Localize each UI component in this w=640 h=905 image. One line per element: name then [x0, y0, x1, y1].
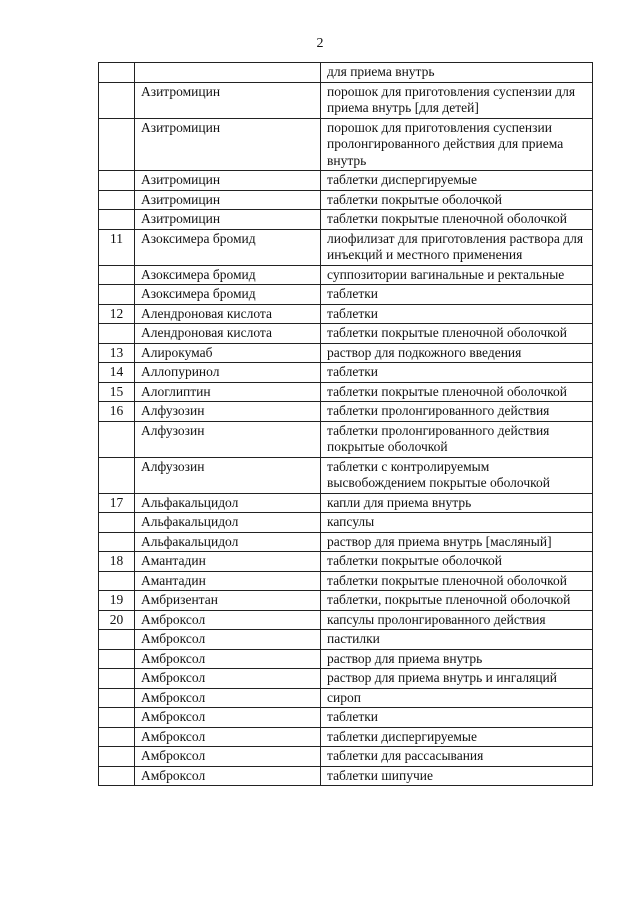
row-number	[99, 649, 135, 669]
row-number	[99, 669, 135, 689]
table-row	[99, 63, 593, 83]
row-number	[99, 766, 135, 786]
dosage-form: таблетки	[321, 285, 593, 305]
dosage-form: таблетки, покрытые пленочной оболочкой	[321, 591, 593, 611]
row-number	[99, 171, 135, 191]
drug-name: Амброксол	[135, 766, 321, 786]
dosage-form: таблетки пролонгированного действия покрытые оболочкой	[321, 421, 593, 457]
row-number	[99, 285, 135, 305]
dosage-form: пастилки	[321, 630, 593, 650]
drug-name: Амброксол	[135, 649, 321, 669]
table-row	[99, 229, 593, 265]
dosage-form: таблетки покрытые пленочной оболочкой	[321, 210, 593, 230]
dosage-form: таблетки	[321, 708, 593, 728]
row-number	[99, 688, 135, 708]
row-number: 19	[99, 591, 135, 611]
drug-name: Амброксол	[135, 669, 321, 689]
dosage-form: таблетки покрытые пленочной оболочкой	[321, 324, 593, 344]
dosage-form: для приема внутрь	[321, 63, 593, 83]
table-row	[99, 210, 593, 230]
drug-table	[98, 62, 593, 786]
drug-name: Азоксимера бромид	[135, 265, 321, 285]
row-number	[99, 421, 135, 457]
table-row	[99, 513, 593, 533]
table-row	[99, 571, 593, 591]
drug-name: Азитромицин	[135, 210, 321, 230]
table-row	[99, 82, 593, 118]
table-row	[99, 324, 593, 344]
dosage-form: таблетки	[321, 363, 593, 383]
drug-name: Амантадин	[135, 552, 321, 572]
drug-name: Азитромицин	[135, 82, 321, 118]
table-row	[99, 343, 593, 363]
dosage-form: таблетки покрытые оболочкой	[321, 552, 593, 572]
table-row	[99, 402, 593, 422]
dosage-form: таблетки покрытые оболочкой	[321, 190, 593, 210]
drug-name: Азоксимера бромид	[135, 285, 321, 305]
dosage-form: таблетки диспергируемые	[321, 727, 593, 747]
row-number	[99, 118, 135, 171]
drug-name: Алендроновая кислота	[135, 304, 321, 324]
drug-name: Амброксол	[135, 708, 321, 728]
table-row	[99, 552, 593, 572]
dosage-form: раствор для приема внутрь и ингаляций	[321, 669, 593, 689]
table-row	[99, 708, 593, 728]
dosage-form: капсулы пролонгированного действия	[321, 610, 593, 630]
row-number: 15	[99, 382, 135, 402]
table-row	[99, 457, 593, 493]
drug-name: Алфузозин	[135, 421, 321, 457]
row-number: 11	[99, 229, 135, 265]
drug-name: Алфузозин	[135, 402, 321, 422]
table-row	[99, 493, 593, 513]
drug-name: Аллопуринол	[135, 363, 321, 383]
row-number	[99, 747, 135, 767]
table-row	[99, 630, 593, 650]
dosage-form: раствор для приема внутрь	[321, 649, 593, 669]
row-number	[99, 532, 135, 552]
row-number	[99, 82, 135, 118]
dosage-form: раствор для подкожного введения	[321, 343, 593, 363]
dosage-form: лиофилизат для приготовления раствора для инъекций и местного применения	[321, 229, 593, 265]
table-row	[99, 171, 593, 191]
dosage-form: капсулы	[321, 513, 593, 533]
dosage-form: таблетки покрытые пленочной оболочкой	[321, 382, 593, 402]
drug-name: Альфакальцидол	[135, 532, 321, 552]
dosage-form: таблетки покрытые пленочной оболочкой	[321, 571, 593, 591]
drug-name: Альфакальцидол	[135, 513, 321, 533]
table-row	[99, 591, 593, 611]
drug-name: Азитромицин	[135, 171, 321, 191]
row-number: 17	[99, 493, 135, 513]
table-row	[99, 727, 593, 747]
drug-name: Амброксол	[135, 630, 321, 650]
table-row	[99, 610, 593, 630]
dosage-form: таблетки с контролируемым высвобождением покрытые оболочкой	[321, 457, 593, 493]
table-row	[99, 265, 593, 285]
table-row	[99, 421, 593, 457]
drug-name: Азоксимера бромид	[135, 229, 321, 265]
table-row	[99, 688, 593, 708]
drug-name: Амбризентан	[135, 591, 321, 611]
row-number	[99, 708, 135, 728]
drug-name: Азитромицин	[135, 118, 321, 171]
row-number	[99, 630, 135, 650]
dosage-form: порошок для приготовления суспензии для приема внутрь [для детей]	[321, 82, 593, 118]
row-number: 14	[99, 363, 135, 383]
table-row	[99, 118, 593, 171]
row-number	[99, 513, 135, 533]
row-number	[99, 324, 135, 344]
table-row	[99, 766, 593, 786]
table-row	[99, 532, 593, 552]
drug-name: Амброксол	[135, 747, 321, 767]
drug-name	[135, 63, 321, 83]
drug-name: Амброксол	[135, 688, 321, 708]
dosage-form: раствор для приема внутрь [масляный]	[321, 532, 593, 552]
row-number: 18	[99, 552, 135, 572]
drug-name: Алоглиптин	[135, 382, 321, 402]
dosage-form: таблетки	[321, 304, 593, 324]
row-number	[99, 265, 135, 285]
table-row	[99, 382, 593, 402]
table-row	[99, 285, 593, 305]
row-number: 16	[99, 402, 135, 422]
table-row	[99, 304, 593, 324]
dosage-form: таблетки пролонгированного действия	[321, 402, 593, 422]
row-number	[99, 457, 135, 493]
drug-name: Алфузозин	[135, 457, 321, 493]
drug-name: Алендроновая кислота	[135, 324, 321, 344]
table-row	[99, 669, 593, 689]
dosage-form: суппозитории вагинальные и ректальные	[321, 265, 593, 285]
table-row	[99, 649, 593, 669]
row-number: 13	[99, 343, 135, 363]
drug-name: Амброксол	[135, 727, 321, 747]
table-row	[99, 747, 593, 767]
page-number: 2	[316, 36, 324, 51]
drug-name: Амантадин	[135, 571, 321, 591]
drug-name: Азитромицин	[135, 190, 321, 210]
dosage-form: таблетки для рассасывания	[321, 747, 593, 767]
row-number: 12	[99, 304, 135, 324]
dosage-form: таблетки шипучие	[321, 766, 593, 786]
table-row	[99, 363, 593, 383]
drug-name: Амброксол	[135, 610, 321, 630]
table-row	[99, 190, 593, 210]
dosage-form: капли для приема внутрь	[321, 493, 593, 513]
drug-name: Алирокумаб	[135, 343, 321, 363]
row-number: 20	[99, 610, 135, 630]
row-number	[99, 63, 135, 83]
drug-name: Альфакальцидол	[135, 493, 321, 513]
row-number	[99, 210, 135, 230]
row-number	[99, 571, 135, 591]
dosage-form: таблетки диспергируемые	[321, 171, 593, 191]
row-number	[99, 190, 135, 210]
dosage-form: сироп	[321, 688, 593, 708]
dosage-form: порошок для приготовления суспензии пролонгированного действия для приема внутрь	[321, 118, 593, 171]
row-number	[99, 727, 135, 747]
